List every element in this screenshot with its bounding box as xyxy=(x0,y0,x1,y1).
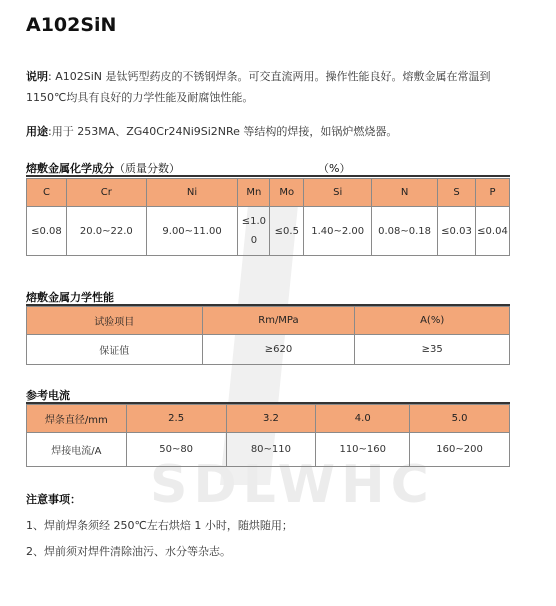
mech-value-item: 保证值 xyxy=(27,335,203,365)
chem-rule xyxy=(26,175,510,177)
chem-header-c: C xyxy=(27,179,67,207)
chem-header-s: S xyxy=(438,179,476,207)
mech-title: 熔敷金属力学性能 xyxy=(26,291,114,304)
mech-value-row xyxy=(27,335,510,365)
current-header-5-0: 5.0 xyxy=(410,405,510,433)
watermark-text: SDLWHC xyxy=(150,455,435,515)
chem-header-si: Si xyxy=(304,179,372,207)
chem-value-mo: ≤0.5 xyxy=(270,207,304,256)
chem-value-s: ≤0.03 xyxy=(438,207,476,256)
product-title: A102SiN xyxy=(26,14,117,36)
mech-value-a: ≥35 xyxy=(355,335,510,365)
current-value-row xyxy=(27,433,510,467)
current-title: 参考电流 xyxy=(26,389,70,402)
description-text-1: : A102SiN 是钛钙型药皮的不锈钢焊条。可交直流两用。操作性能良好。熔敷金属在常温到 xyxy=(48,70,491,83)
mech-table xyxy=(26,306,510,365)
current-value-label: 焊接电流/A xyxy=(27,433,127,467)
current-header-diameter: 焊条直径/mm xyxy=(27,405,127,433)
notes-title: 注意事项： xyxy=(26,493,81,506)
chem-table xyxy=(26,178,510,256)
chem-value-ni: 9.00~11.00 xyxy=(146,207,238,256)
current-header-4-0: 4.0 xyxy=(316,405,410,433)
mech-value-rm: ≥620 xyxy=(202,335,355,365)
chem-unit: （%） xyxy=(318,162,351,175)
current-value-5-0: 160~200 xyxy=(410,433,510,467)
current-header-row xyxy=(27,405,510,433)
mech-header-rm: Rm/MPa xyxy=(202,307,355,335)
usage-text: :用于 253MA、ZG40Cr24Ni9Si2NRe 等结构的焊接，如锅炉燃烧器。 xyxy=(48,125,398,138)
chem-subtitle: （质量分数） xyxy=(114,162,180,175)
mech-header-a: A(%) xyxy=(355,307,510,335)
description-text-2: 1150℃均具有良好的力学性能及耐腐蚀性能。 xyxy=(26,91,254,104)
usage xyxy=(26,121,536,142)
description-label: 说明 xyxy=(26,70,48,83)
chem-title: 熔敷金属化学成分 xyxy=(26,162,114,175)
current-value-4-0: 110~160 xyxy=(316,433,410,467)
current-value-2-5: 50~80 xyxy=(126,433,226,467)
mech-header-row xyxy=(27,307,510,335)
mech-header-item: 试验项目 xyxy=(27,307,203,335)
usage-label: 用途 xyxy=(26,125,48,138)
current-header-3-2: 3.2 xyxy=(226,405,316,433)
chem-value-p: ≤0.04 xyxy=(475,207,509,256)
chem-header-ni: Ni xyxy=(146,179,238,207)
current-value-3-2: 80~110 xyxy=(226,433,316,467)
current-table xyxy=(26,404,510,467)
chem-header-row xyxy=(27,179,510,207)
chem-value-row xyxy=(27,207,510,256)
note-item-2: 2、焊前须对焊件清除油污、水分等杂志。 xyxy=(26,545,231,558)
note-item-1: 1、焊前焊条须经 250℃左右烘焙 1 小时，随烘随用； xyxy=(26,519,293,532)
chem-header-n: N xyxy=(372,179,438,207)
chem-section-title xyxy=(26,160,180,176)
current-header-2-5: 2.5 xyxy=(126,405,226,433)
chem-value-cr: 20.0~22.0 xyxy=(66,207,146,256)
chem-header-p: P xyxy=(475,179,509,207)
chem-value-n: 0.08~0.18 xyxy=(372,207,438,256)
description xyxy=(26,66,536,108)
chem-header-cr: Cr xyxy=(66,179,146,207)
chem-header-mo: Mo xyxy=(270,179,304,207)
chem-value-si: 1.40~2.00 xyxy=(304,207,372,256)
chem-header-mn: Mn xyxy=(238,179,270,207)
chem-value-c: ≤0.08 xyxy=(27,207,67,256)
chem-value-mn: ≤1.0 0 xyxy=(238,207,270,256)
